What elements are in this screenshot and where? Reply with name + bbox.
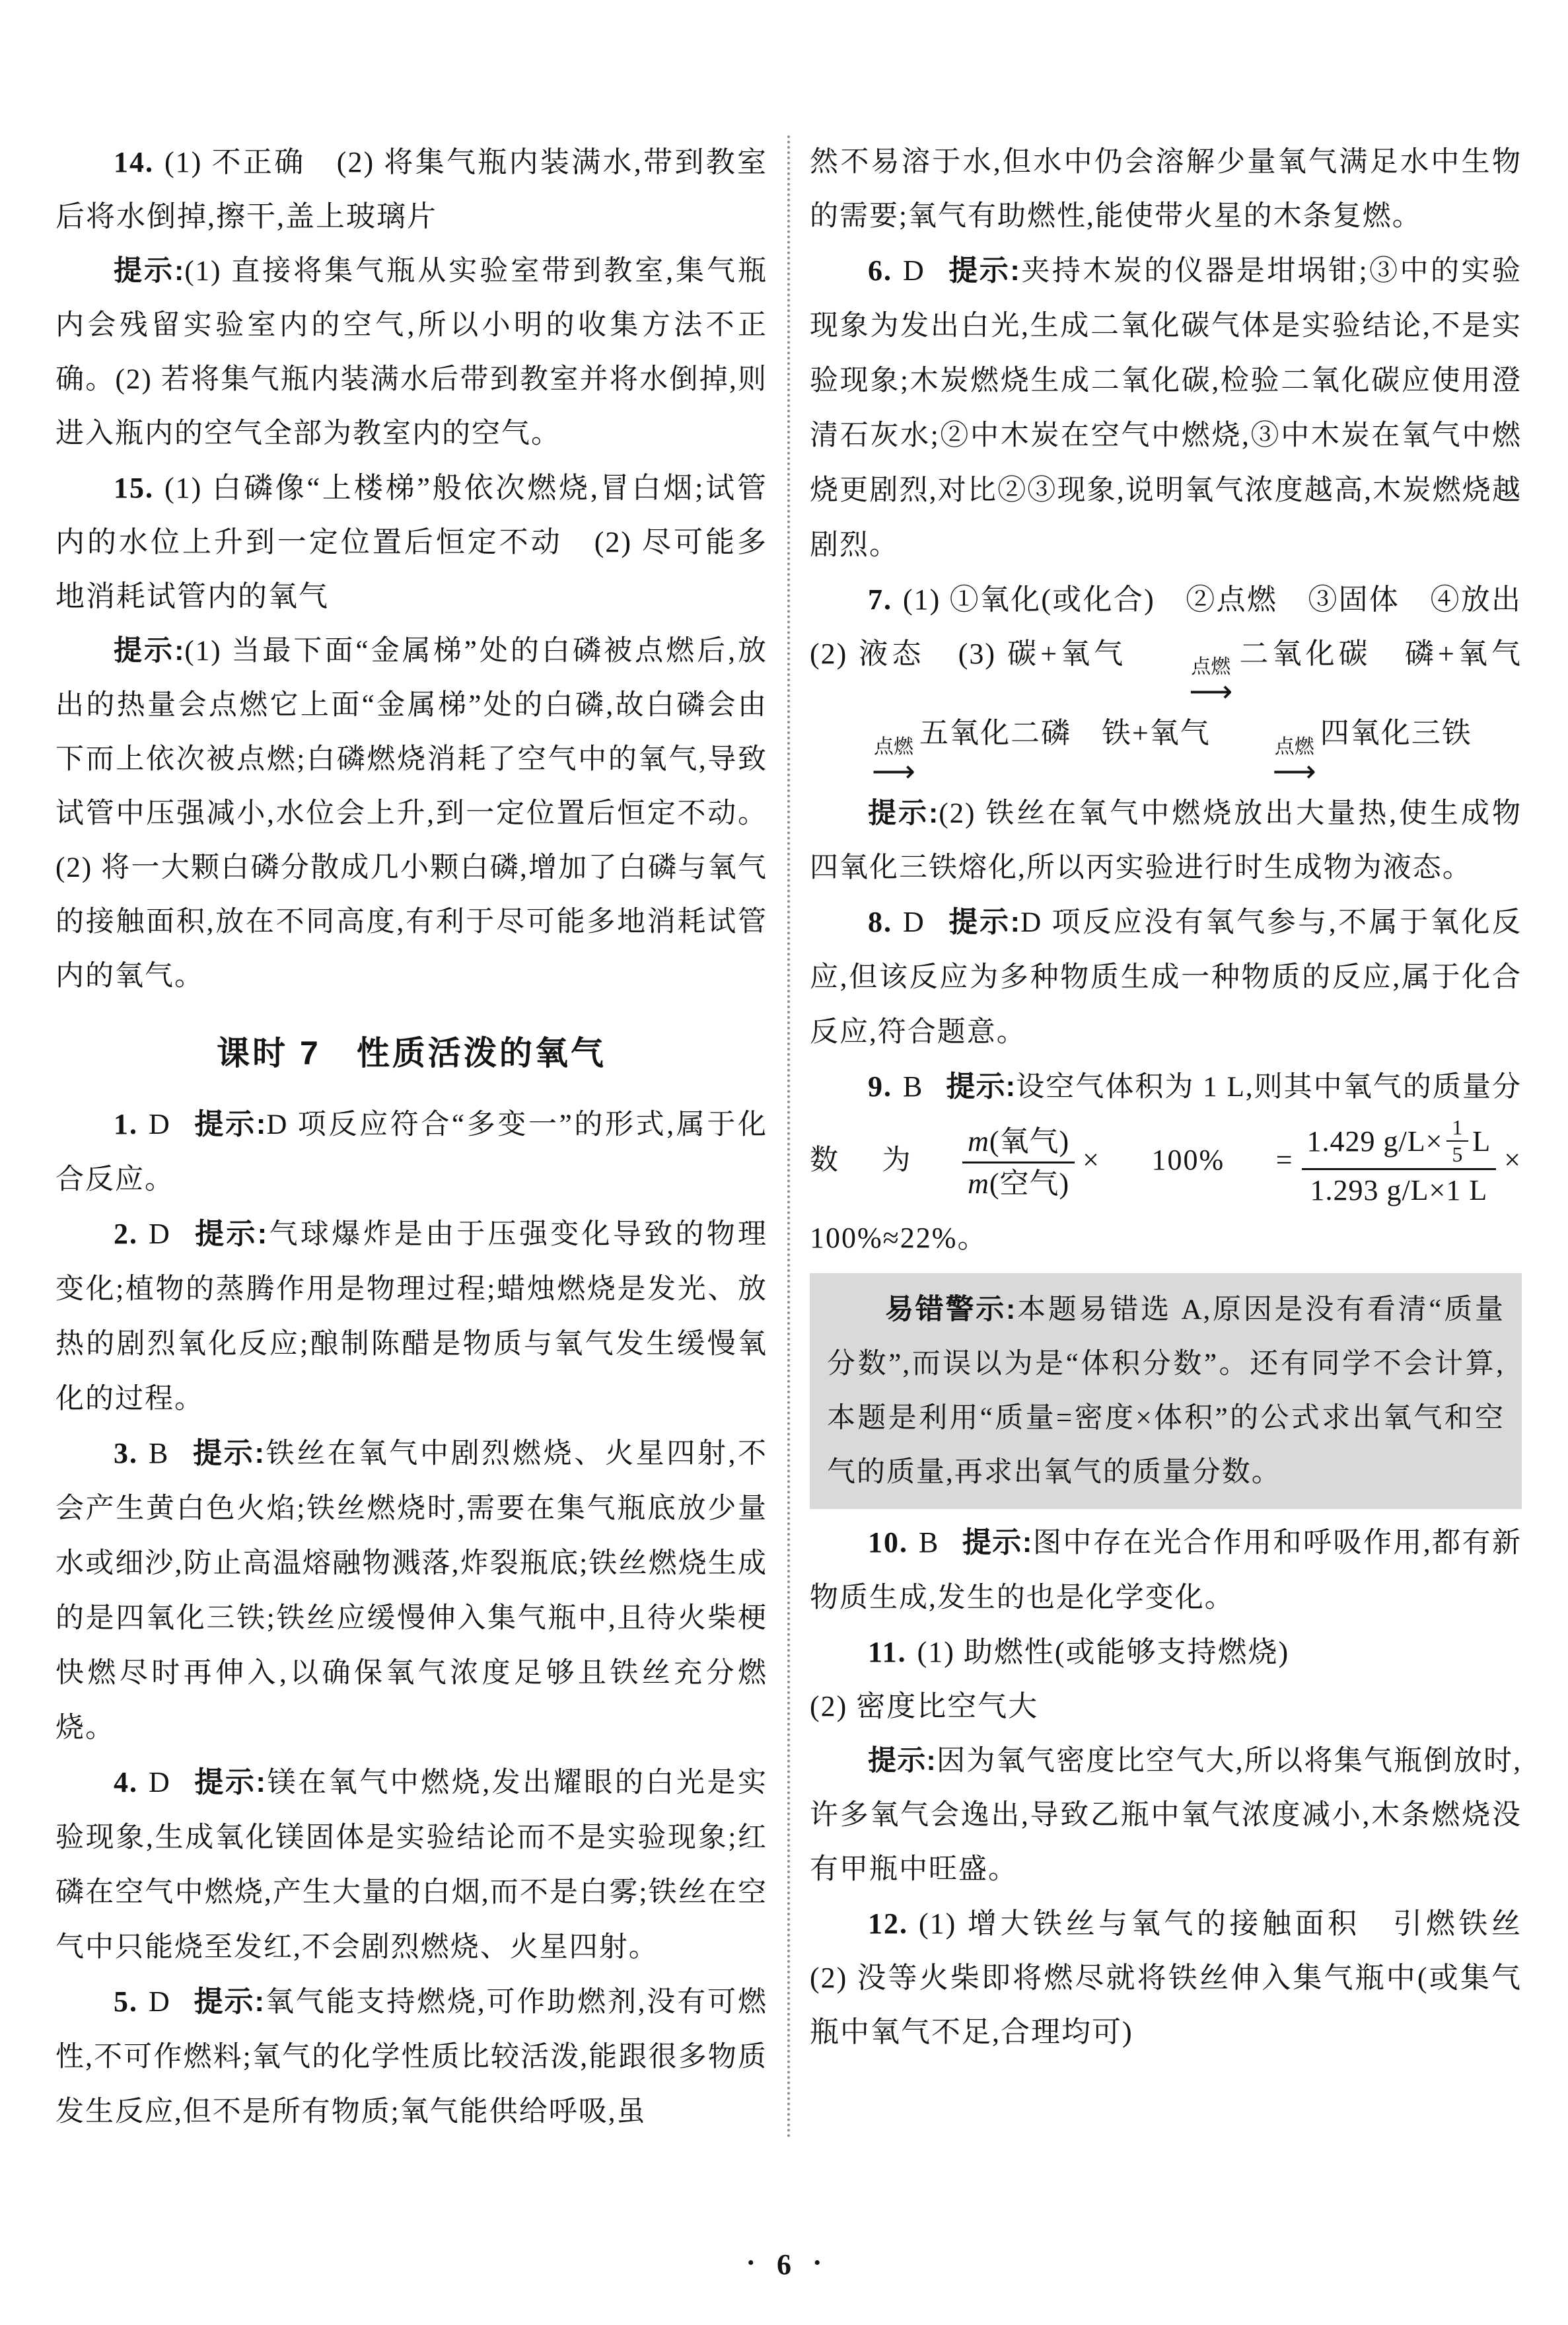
answer-item-11 (810, 1625, 1522, 1734)
hint-text: (2) 铁丝在氧气中燃烧放出大量热,使生成物四氧化三铁熔化,所以丙实验进行时生成物为液态。 (810, 797, 1522, 883)
answer-item-7 (810, 573, 1552, 789)
right-column (810, 135, 1552, 2139)
reaction-arrow (1131, 656, 1233, 710)
question-number: 10. (868, 1526, 908, 1559)
hint-label: 提示: (946, 1070, 1016, 1103)
answer-text: 二氧化碳 磷+氧气 (1236, 638, 1522, 670)
fraction-denominator: 1.293 g/L×1 L (1310, 1174, 1488, 1206)
answer-item-1 (55, 1097, 767, 1207)
answer-item-10 (810, 1516, 1522, 1625)
reaction-arrow (1215, 735, 1316, 789)
hint-label: 提示: (193, 1766, 267, 1798)
footer-dot-icon: • (747, 2252, 754, 2274)
hint-text: 然不易溶于水,但水中仍会溶解少量氧气满足水中生物的需要;氧气有助燃性,能使带火星的木条复燃。 (810, 147, 1522, 232)
question-number: 3. (114, 1437, 138, 1469)
question-number: 9. (868, 1070, 892, 1103)
reaction-arrow (814, 735, 915, 789)
answer-letter: D (149, 1766, 171, 1798)
answer-letter: D (149, 1108, 171, 1140)
error-warning-paragraph (827, 1282, 1505, 1500)
question-number: 14. (114, 146, 154, 178)
hint-text: 图中存在光合作用和呼吸作用,都有新物质生成,发生的也是化学变化。 (810, 1527, 1522, 1613)
hint-label: 提示: (114, 635, 185, 667)
ignition-condition-label: 点燃 (1191, 656, 1231, 679)
right-arrow-icon: ⟶ (1189, 673, 1233, 710)
ignition-condition-label: 点燃 (1274, 735, 1314, 758)
mass-symbol: m (968, 1125, 989, 1158)
hint-text: D 项反应没有氧气参与,不属于氧化反应,但该反应为多种物质生成一种物质的反应,属于化合反应,符合题意。 (810, 906, 1522, 1048)
column-divider (787, 135, 790, 2139)
hint-label: 提示: (962, 1526, 1033, 1559)
hint-paragraph-7 (810, 786, 1522, 895)
fraction-numerator: m (氧气) (962, 1121, 1075, 1164)
left-column (55, 135, 767, 2139)
answer-item-2 (55, 1207, 767, 1426)
hint-text: 铁丝在氧气中剧烈燃烧、火星四射,不会产生黄白色火焰;铁丝燃烧时,需要在集气瓶底放少量水或细沙,防止高温熔融物溅落,炸裂瓶底;铁丝燃烧生成的是四氧化三铁;铁丝应缓慢伸入集气瓶中,且待火柴梗快燃尽时再伸入,以确保氧气浓度足够且铁丝充分燃烧。 (55, 1438, 767, 1744)
hint-label: 提示: (868, 797, 939, 829)
answer-text: 四氧化三铁 (1320, 717, 1472, 750)
question-number: 15. (114, 472, 154, 504)
hint-label: 提示: (947, 254, 1020, 287)
hint-label: 提示: (193, 1108, 267, 1140)
hint-text: 设空气体积为 1 L,则其中氧气的质量分数为 (810, 1071, 1522, 1176)
answer-letter: D (903, 254, 925, 287)
page-number-value: 6 (777, 2248, 791, 2281)
hint-label: 提示: (193, 1218, 268, 1250)
hint-text: 夹持木炭的仪器是坩埚钳;③中的实验现象为发出白光,生成二氧化碳气体是实验结论,不是实验现象;木炭燃烧生成二氧化碳,检验二氧化碳应使用澄清石灰水;②中木炭在空气中燃烧,③中木炭在氧气中燃烧更剧烈,对比②③现象,说明氧气浓度越高,木炭燃烧越剧烈。 (810, 256, 1522, 561)
answer-text: (1) 助燃性(或能够支持燃烧) (917, 1635, 1290, 1668)
question-number: 12. (868, 1907, 908, 1940)
question-number: 1. (114, 1108, 138, 1140)
answer-letter: B (149, 1437, 170, 1469)
answer-item-4 (55, 1755, 767, 1975)
answer-text: (1) 增大铁丝与氧气的接触面积 引燃铁丝 (2) 没等火柴即将燃尽就将铁丝伸入集气瓶中(或集气瓶中氧气不足,合理均可) (810, 1907, 1552, 2048)
section-header: 课时 7 性质活泼的氧气 (217, 1035, 606, 1072)
answer-letter: B (903, 1070, 924, 1103)
hint-paragraph-15 (55, 624, 767, 1004)
ignition-condition-label: 点燃 (873, 735, 913, 758)
hint-paragraph-11 (810, 1734, 1522, 1897)
answer-item-8 (810, 895, 1522, 1060)
question-number: 6. (868, 254, 892, 287)
answer-letter: D (149, 1985, 171, 2018)
answer-text: 五氧化二磷 铁+氧气 (919, 717, 1211, 750)
question-number: 11. (868, 1635, 907, 1668)
equation-operator: × 100% = (1083, 1143, 1294, 1176)
equation-result: 100%≈22%。 (810, 1221, 988, 1254)
answer-text: (1) 不正确 (2) 将集气瓶内装满水,带到教室后将水倒掉,擦干,盖上玻璃片 (55, 146, 767, 233)
hint-label: 提示: (192, 1437, 265, 1469)
hint-text: 氧气能支持燃烧,可作助燃剂,没有可燃性,不可作燃料;氧气的化学性质比较活泼,能跟很多物质发生反应,但不是所有物质;氧气能供给呼吸,虽 (55, 1987, 767, 2127)
hint-text: 因为氧气密度比空气大,所以将集气瓶倒放时,许多氧气会逸出,导致乙瓶中氧气浓度减小,木条燃烧没有甲瓶中旺盛。 (810, 1745, 1522, 1885)
error-warning-text: 本题易错选 A,原因是没有看清“质量分数”,而误以为是“体积分数”。还有同学不会计算,本题是利用“质量=密度×体积”的公式求出氧气和空气的质量,再求出氧气的质量分数。 (827, 1294, 1505, 1488)
answer-text: (2) 密度比空气大 (810, 1689, 1039, 1722)
answer-item-15 (55, 461, 767, 624)
question-number: 8. (868, 905, 892, 938)
hint-label: 提示: (114, 255, 185, 287)
hint-text: 气球爆炸是由于压强变化导致的物理变化;植物的蒸腾作用是物理过程;蜡烛燃烧是发光、放热的剧烈氧化反应;酿制陈醋是物质与氧气发生缓慢氧化的过程。 (55, 1219, 767, 1415)
error-warning-label: 易错警示: (885, 1293, 1016, 1325)
question-number: 2. (114, 1218, 138, 1250)
answer-letter: B (919, 1526, 940, 1559)
hint-paragraph-14 (55, 244, 767, 461)
hint-text: 镁在氧气中燃烧,发出耀眼的白光是实验现象,生成氧化镁固体是实验结论而不是实验现象;红磷在空气中燃烧,产生大量的白烟,而不是白雾;铁丝在空气中只能烧至发红,不会剧烈燃烧、火星四射。 (55, 1767, 768, 1963)
right-arrow-icon: ⟶ (872, 753, 915, 789)
answer-letter: D (903, 905, 925, 938)
mass-symbol: m (968, 1167, 989, 1200)
answer-item-3 (55, 1426, 767, 1755)
question-number: 7. (868, 583, 892, 616)
fraction-numerator: 1.429 g/L× $\frac{1}{5}$ L (1302, 1115, 1497, 1170)
hint-text: (1) 当最下面“金属梯”处的白磷被点燃后,放出的热量会点燃它上面“金属梯”处的白磷,故白磷会由下而上依次被点燃;白磷燃烧消耗了空气中的氧气,导致试管中压强减小,水位会上升,到一定位置后恒定不动。(2) 将一大颗白磷分散成几小颗白磷,增加了白磷与氧气的接触面积,放在不同高度,有利于尽可能多地消耗试管内的氧气。 (55, 636, 767, 992)
density-calc-fraction (1302, 1115, 1497, 1211)
hint-text: D 项反应符合“多变一”的形式,属于化合反应。 (55, 1109, 767, 1195)
fraction-denominator: m(空气) (968, 1167, 1070, 1200)
hint-label: 提示: (868, 1744, 937, 1777)
one-fifth-fraction: $\frac{1}{5}$ (1446, 1115, 1468, 1168)
answer-item-12 (810, 1897, 1552, 2059)
answer-item-6 (810, 244, 1522, 573)
hint-text: (1) 直接将集气瓶从实验室带到教室,集气瓶内会残留实验室内的空气,所以小明的收集方法不正确。(2) 若将集气瓶内装满水后带到教室并将水倒掉,则进入瓶内的空气全部为教室内的空气。 (55, 256, 767, 449)
footer-dot-icon: • (814, 2252, 821, 2274)
mass-ratio-fraction (962, 1121, 1075, 1204)
answer-text: (1) 白磷像“上楼梯”般依次燃烧,冒白烟;试管内的水位上升到一定位置后恒定不动 (2) 尽可能多地消耗试管内的氧气 (55, 472, 767, 612)
two-column-layout (55, 135, 1552, 2139)
equation-operator: × (1504, 1143, 1522, 1176)
question-number: 4. (114, 1766, 138, 1798)
hint-label: 提示: (947, 905, 1021, 938)
page-number (0, 2248, 1568, 2281)
right-arrow-icon: ⟶ (1272, 753, 1316, 789)
answer-text: (1) ①氧化(或化合) ②点燃 ③固体 ④放出 (2) 液态 (3) 碳+氧气 (810, 583, 1552, 670)
question-number: 5. (114, 1985, 138, 2018)
error-warning-box (810, 1273, 1522, 1509)
answer-letter: D (149, 1218, 171, 1250)
hint-label: 提示: (193, 1985, 266, 2018)
answer-item-9 (810, 1060, 1522, 1265)
answer-item-5 (55, 1975, 767, 2139)
answer-item-14 (55, 135, 767, 244)
answer-item-5-continued (810, 135, 1522, 244)
